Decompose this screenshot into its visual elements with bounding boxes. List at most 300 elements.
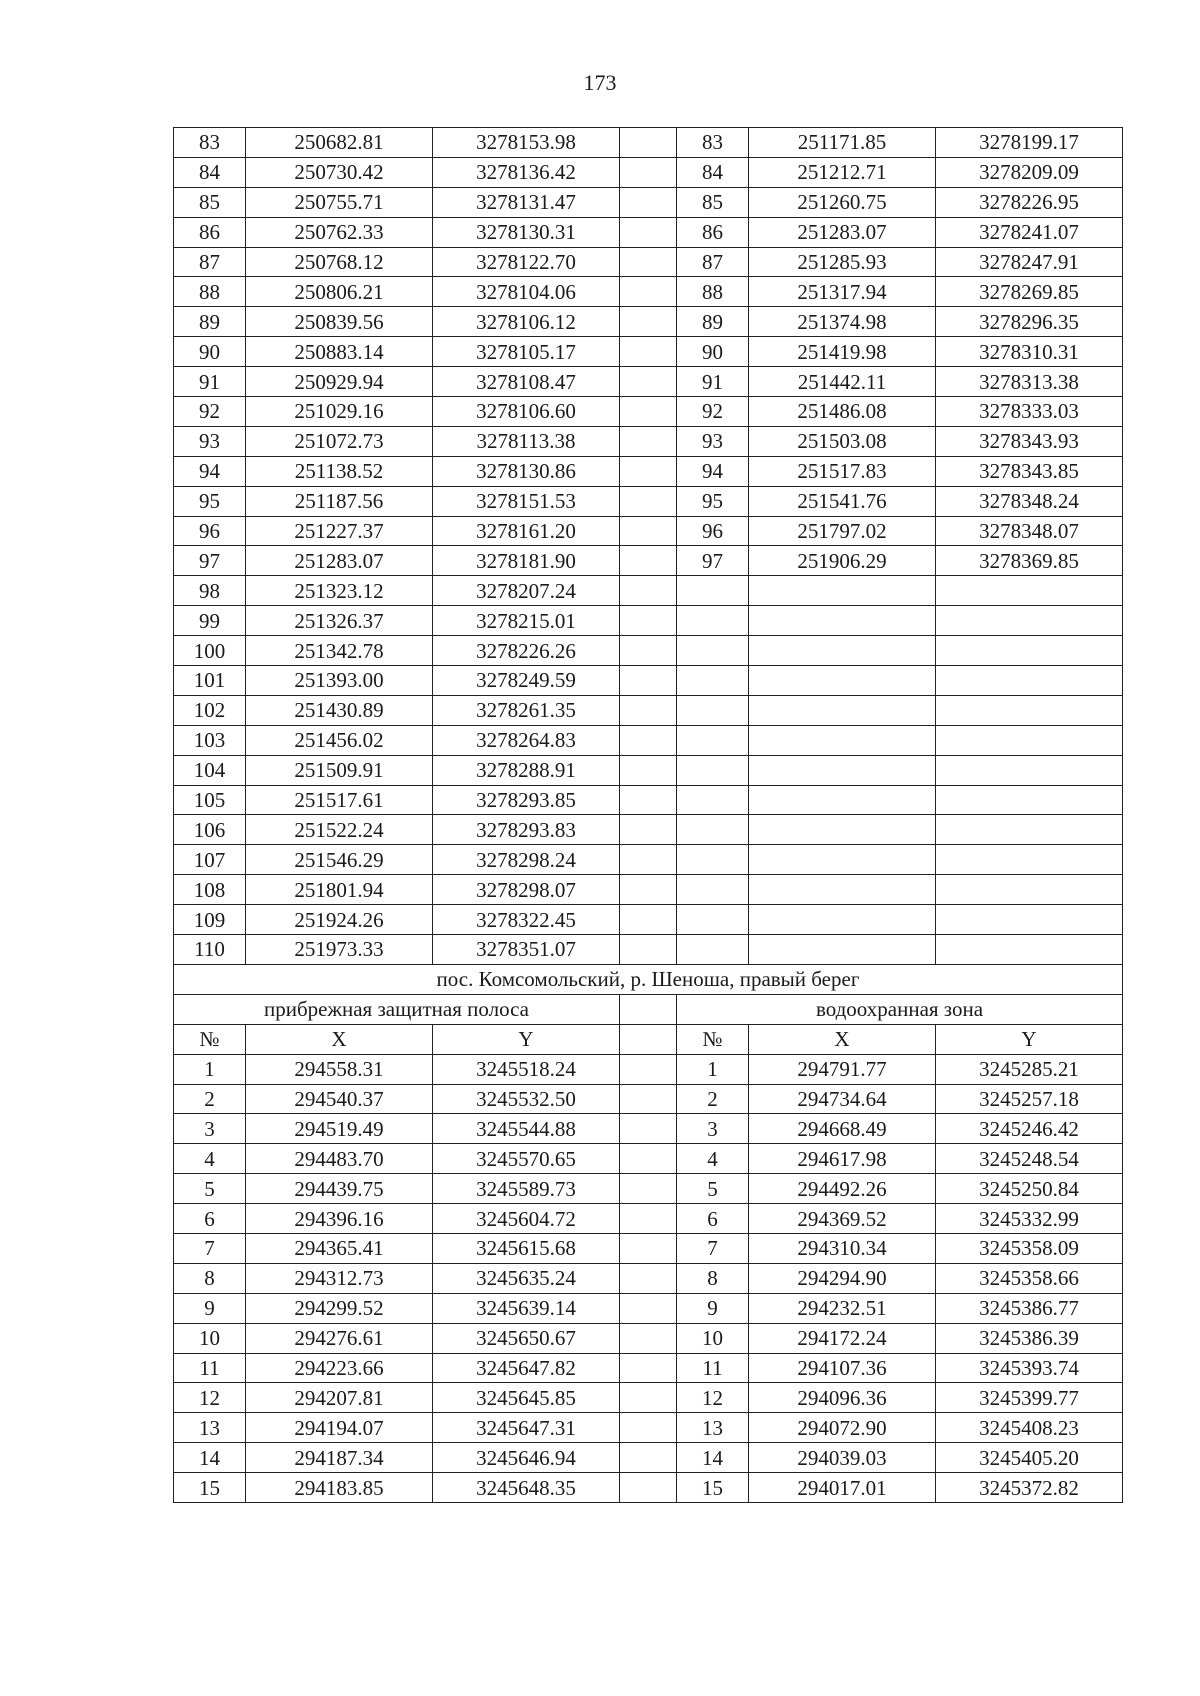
right-x-coordinate: 294294.90 [749, 1263, 936, 1293]
left-point-number: 8 [174, 1263, 246, 1293]
table-row [174, 1443, 1123, 1473]
right-point-number: 97 [677, 546, 749, 576]
table-row [174, 725, 1123, 755]
right-x-coordinate: 294668.49 [749, 1114, 936, 1144]
left-x-coordinate: 250682.81 [246, 128, 433, 158]
left-x-coordinate: 251029.16 [246, 397, 433, 427]
left-point-number: 96 [174, 516, 246, 546]
left-point-number: 15 [174, 1473, 246, 1503]
left-y-coordinate: 3278288.91 [433, 755, 620, 785]
left-point-number: 103 [174, 725, 246, 755]
header-y: Y [936, 1024, 1123, 1054]
left-x-coordinate: 294483.70 [246, 1144, 433, 1174]
right-y-coordinate: 3245332.99 [936, 1204, 1123, 1234]
left-point-number: 108 [174, 875, 246, 905]
left-point-number: 6 [174, 1204, 246, 1234]
right-x-coordinate: 294039.03 [749, 1443, 936, 1473]
right-point-number [677, 935, 749, 965]
right-point-number [677, 636, 749, 666]
right-point-number [677, 576, 749, 606]
right-point-number: 84 [677, 157, 749, 187]
left-x-coordinate: 294558.31 [246, 1054, 433, 1084]
right-y-coordinate [936, 905, 1123, 935]
left-x-coordinate: 251456.02 [246, 725, 433, 755]
right-point-number: 2 [677, 1084, 749, 1114]
gap-cell [620, 845, 677, 875]
table-row [174, 1263, 1123, 1293]
table-row [174, 337, 1123, 367]
right-x-coordinate [749, 875, 936, 905]
gap-cell [620, 247, 677, 277]
gap-cell [620, 1263, 677, 1293]
left-point-number: 91 [174, 367, 246, 397]
right-point-number: 86 [677, 217, 749, 247]
left-y-coordinate: 3278104.06 [433, 277, 620, 307]
left-y-coordinate: 3245645.85 [433, 1383, 620, 1413]
left-point-number: 83 [174, 128, 246, 158]
left-y-coordinate: 3278264.83 [433, 725, 620, 755]
table-row [174, 636, 1123, 666]
right-x-coordinate: 294096.36 [749, 1383, 936, 1413]
gap-cell [620, 1144, 677, 1174]
left-point-number: 14 [174, 1443, 246, 1473]
gap-cell [620, 187, 677, 217]
left-x-coordinate: 251326.37 [246, 606, 433, 636]
right-x-coordinate: 294791.77 [749, 1054, 936, 1084]
right-y-coordinate [936, 666, 1123, 696]
right-y-coordinate: 3278269.85 [936, 277, 1123, 307]
right-y-coordinate: 3278247.91 [936, 247, 1123, 277]
right-point-number [677, 845, 749, 875]
right-y-coordinate: 3278348.24 [936, 486, 1123, 516]
left-caption: прибрежная защитная полоса [174, 994, 620, 1024]
right-y-coordinate: 3245399.77 [936, 1383, 1123, 1413]
right-x-coordinate [749, 935, 936, 965]
left-y-coordinate: 3245589.73 [433, 1174, 620, 1204]
table-row [174, 905, 1123, 935]
left-point-number: 89 [174, 307, 246, 337]
left-y-coordinate: 3278249.59 [433, 666, 620, 696]
gap-cell [620, 337, 677, 367]
gap-cell [620, 1114, 677, 1144]
gap-cell [620, 157, 677, 187]
table-row [174, 1054, 1123, 1084]
left-x-coordinate: 294276.61 [246, 1323, 433, 1353]
left-point-number: 87 [174, 247, 246, 277]
left-point-number: 7 [174, 1233, 246, 1263]
table-row [174, 367, 1123, 397]
right-x-coordinate: 251285.93 [749, 247, 936, 277]
right-y-coordinate: 3278226.95 [936, 187, 1123, 217]
right-point-number: 14 [677, 1443, 749, 1473]
table-row [174, 1114, 1123, 1144]
left-y-coordinate: 3278136.42 [433, 157, 620, 187]
table-row [174, 486, 1123, 516]
left-point-number: 102 [174, 695, 246, 725]
right-x-coordinate: 251541.76 [749, 486, 936, 516]
right-x-coordinate: 294310.34 [749, 1233, 936, 1263]
left-y-coordinate: 3245648.35 [433, 1473, 620, 1503]
left-point-number: 94 [174, 456, 246, 486]
header-x: X [749, 1024, 936, 1054]
left-point-number: 107 [174, 845, 246, 875]
table-row [174, 1084, 1123, 1114]
right-point-number: 91 [677, 367, 749, 397]
right-point-number [677, 875, 749, 905]
gap-cell [620, 1443, 677, 1473]
right-point-number: 93 [677, 426, 749, 456]
gap-cell [620, 1174, 677, 1204]
table-row [174, 247, 1123, 277]
right-x-coordinate: 294734.64 [749, 1084, 936, 1114]
right-point-number: 94 [677, 456, 749, 486]
left-x-coordinate: 251393.00 [246, 666, 433, 696]
gap-cell [620, 636, 677, 666]
gap-cell [620, 1383, 677, 1413]
gap-cell [620, 217, 677, 247]
table-row [174, 128, 1123, 158]
left-x-coordinate: 250768.12 [246, 247, 433, 277]
right-y-coordinate: 3278313.38 [936, 367, 1123, 397]
left-y-coordinate: 3278151.53 [433, 486, 620, 516]
right-point-number [677, 666, 749, 696]
right-x-coordinate [749, 725, 936, 755]
left-y-coordinate: 3278131.47 [433, 187, 620, 217]
table-row [174, 516, 1123, 546]
left-x-coordinate: 251187.56 [246, 486, 433, 516]
right-y-coordinate: 3245358.66 [936, 1263, 1123, 1293]
right-y-coordinate [936, 755, 1123, 785]
right-point-number: 7 [677, 1233, 749, 1263]
left-point-number: 90 [174, 337, 246, 367]
gap-cell [620, 1054, 677, 1084]
right-y-coordinate [936, 576, 1123, 606]
left-x-coordinate: 294187.34 [246, 1443, 433, 1473]
left-y-coordinate: 3278106.60 [433, 397, 620, 427]
left-x-coordinate: 250755.71 [246, 187, 433, 217]
gap-cell [620, 1084, 677, 1114]
right-caption: водоохранная зона [677, 994, 1123, 1024]
column-header-row [174, 1024, 1123, 1054]
right-y-coordinate: 3245405.20 [936, 1443, 1123, 1473]
left-point-number: 92 [174, 397, 246, 427]
right-point-number: 83 [677, 128, 749, 158]
left-y-coordinate: 3278130.31 [433, 217, 620, 247]
left-y-coordinate: 3245646.94 [433, 1443, 620, 1473]
gap-cell [620, 935, 677, 965]
right-point-number: 88 [677, 277, 749, 307]
left-point-number: 4 [174, 1144, 246, 1174]
gap-cell [620, 785, 677, 815]
left-y-coordinate: 3245647.82 [433, 1353, 620, 1383]
right-y-coordinate: 3278296.35 [936, 307, 1123, 337]
right-point-number: 87 [677, 247, 749, 277]
left-x-coordinate: 294183.85 [246, 1473, 433, 1503]
gap-cell [620, 1233, 677, 1263]
right-point-number: 15 [677, 1473, 749, 1503]
right-point-number: 9 [677, 1293, 749, 1323]
left-point-number: 11 [174, 1353, 246, 1383]
gap-cell [620, 755, 677, 785]
table-row [174, 1353, 1123, 1383]
gap-cell [620, 576, 677, 606]
right-x-coordinate: 251171.85 [749, 128, 936, 158]
section1-body [174, 128, 1123, 965]
left-y-coordinate: 3278293.83 [433, 815, 620, 845]
right-x-coordinate [749, 636, 936, 666]
left-point-number: 101 [174, 666, 246, 696]
right-point-number: 12 [677, 1383, 749, 1413]
table-row [174, 755, 1123, 785]
gap-cell [620, 695, 677, 725]
right-y-coordinate: 3245408.23 [936, 1413, 1123, 1443]
left-point-number: 109 [174, 905, 246, 935]
gap-cell [620, 367, 677, 397]
caption-row [174, 994, 1123, 1024]
right-point-number: 89 [677, 307, 749, 337]
left-x-coordinate: 250730.42 [246, 157, 433, 187]
right-point-number: 96 [677, 516, 749, 546]
gap-cell [620, 1323, 677, 1353]
right-x-coordinate: 294017.01 [749, 1473, 936, 1503]
left-y-coordinate: 3245647.31 [433, 1413, 620, 1443]
header-y: Y [433, 1024, 620, 1054]
right-y-coordinate: 3245372.82 [936, 1473, 1123, 1503]
left-y-coordinate: 3278113.38 [433, 426, 620, 456]
right-x-coordinate: 251486.08 [749, 397, 936, 427]
left-x-coordinate: 294223.66 [246, 1353, 433, 1383]
table-row [174, 1174, 1123, 1204]
left-x-coordinate: 251342.78 [246, 636, 433, 666]
left-point-number: 5 [174, 1174, 246, 1204]
right-x-coordinate: 251317.94 [749, 277, 936, 307]
left-y-coordinate: 3245570.65 [433, 1144, 620, 1174]
left-x-coordinate: 251517.61 [246, 785, 433, 815]
left-y-coordinate: 3245639.14 [433, 1293, 620, 1323]
gap-cell [620, 1353, 677, 1383]
left-x-coordinate: 294312.73 [246, 1263, 433, 1293]
left-x-coordinate: 251323.12 [246, 576, 433, 606]
right-x-coordinate: 251906.29 [749, 546, 936, 576]
left-point-number: 93 [174, 426, 246, 456]
right-point-number: 11 [677, 1353, 749, 1383]
right-y-coordinate: 3245393.74 [936, 1353, 1123, 1383]
left-y-coordinate: 3278181.90 [433, 546, 620, 576]
right-x-coordinate: 294369.52 [749, 1204, 936, 1234]
left-point-number: 98 [174, 576, 246, 606]
gap-cell [620, 905, 677, 935]
right-x-coordinate [749, 606, 936, 636]
table-row [174, 217, 1123, 247]
section-title-row [174, 964, 1123, 994]
left-y-coordinate: 3278322.45 [433, 905, 620, 935]
right-y-coordinate: 3278343.93 [936, 426, 1123, 456]
section2-header [174, 964, 1123, 1054]
table-row [174, 1233, 1123, 1263]
right-point-number: 3 [677, 1114, 749, 1144]
table-row [174, 397, 1123, 427]
left-x-coordinate: 251522.24 [246, 815, 433, 845]
left-point-number: 97 [174, 546, 246, 576]
right-y-coordinate: 3278310.31 [936, 337, 1123, 367]
right-y-coordinate [936, 875, 1123, 905]
left-x-coordinate: 251227.37 [246, 516, 433, 546]
right-point-number: 6 [677, 1204, 749, 1234]
right-y-coordinate [936, 725, 1123, 755]
right-x-coordinate [749, 666, 936, 696]
left-y-coordinate: 3278106.12 [433, 307, 620, 337]
table-row [174, 1293, 1123, 1323]
right-point-number: 8 [677, 1263, 749, 1293]
gap-cell [620, 815, 677, 845]
table-row [174, 606, 1123, 636]
left-y-coordinate: 3278207.24 [433, 576, 620, 606]
left-point-number: 100 [174, 636, 246, 666]
left-point-number: 85 [174, 187, 246, 217]
right-y-coordinate: 3245250.84 [936, 1174, 1123, 1204]
right-point-number [677, 905, 749, 935]
right-y-coordinate [936, 636, 1123, 666]
right-y-coordinate: 3245248.54 [936, 1144, 1123, 1174]
coordinates-table [173, 127, 1123, 1503]
right-y-coordinate: 3278199.17 [936, 128, 1123, 158]
right-y-coordinate: 3245257.18 [936, 1084, 1123, 1114]
table-row [174, 845, 1123, 875]
right-point-number: 95 [677, 486, 749, 516]
right-point-number: 5 [677, 1174, 749, 1204]
gap-cell [620, 994, 677, 1024]
gap-cell [620, 875, 677, 905]
left-x-coordinate: 251430.89 [246, 695, 433, 725]
right-x-coordinate [749, 785, 936, 815]
left-y-coordinate: 3245518.24 [433, 1054, 620, 1084]
right-x-coordinate [749, 815, 936, 845]
gap-cell [620, 128, 677, 158]
left-x-coordinate: 294540.37 [246, 1084, 433, 1114]
left-y-coordinate: 3245650.67 [433, 1323, 620, 1353]
gap-cell [620, 1473, 677, 1503]
left-y-coordinate: 3278351.07 [433, 935, 620, 965]
left-point-number: 110 [174, 935, 246, 965]
right-y-coordinate [936, 815, 1123, 845]
right-y-coordinate [936, 935, 1123, 965]
right-x-coordinate: 251212.71 [749, 157, 936, 187]
right-point-number [677, 695, 749, 725]
right-x-coordinate: 251419.98 [749, 337, 936, 367]
gap-cell [620, 1293, 677, 1323]
right-point-number: 1 [677, 1054, 749, 1084]
right-x-coordinate: 251260.75 [749, 187, 936, 217]
table-row [174, 875, 1123, 905]
left-x-coordinate: 250762.33 [246, 217, 433, 247]
gap-cell [620, 546, 677, 576]
gap-cell [620, 606, 677, 636]
right-x-coordinate: 251283.07 [749, 217, 936, 247]
right-x-coordinate [749, 576, 936, 606]
left-point-number: 106 [174, 815, 246, 845]
right-y-coordinate: 3278333.03 [936, 397, 1123, 427]
left-x-coordinate: 294365.41 [246, 1233, 433, 1263]
left-x-coordinate: 250929.94 [246, 367, 433, 397]
gap-cell [620, 1204, 677, 1234]
left-point-number: 99 [174, 606, 246, 636]
left-x-coordinate: 251138.52 [246, 456, 433, 486]
right-y-coordinate [936, 845, 1123, 875]
right-y-coordinate: 3245358.09 [936, 1233, 1123, 1263]
table-row [174, 157, 1123, 187]
right-y-coordinate [936, 785, 1123, 815]
left-y-coordinate: 3245544.88 [433, 1114, 620, 1144]
left-x-coordinate: 250806.21 [246, 277, 433, 307]
left-x-coordinate: 251924.26 [246, 905, 433, 935]
left-x-coordinate: 251973.33 [246, 935, 433, 965]
left-x-coordinate: 250883.14 [246, 337, 433, 367]
left-y-coordinate: 3278298.24 [433, 845, 620, 875]
table-row [174, 1473, 1123, 1503]
left-point-number: 86 [174, 217, 246, 247]
right-y-coordinate: 3245246.42 [936, 1114, 1123, 1144]
table-row [174, 1144, 1123, 1174]
left-y-coordinate: 3245615.68 [433, 1233, 620, 1263]
table-row [174, 426, 1123, 456]
right-y-coordinate: 3278209.09 [936, 157, 1123, 187]
right-point-number [677, 755, 749, 785]
right-point-number: 4 [677, 1144, 749, 1174]
right-point-number [677, 725, 749, 755]
left-point-number: 10 [174, 1323, 246, 1353]
right-x-coordinate: 251503.08 [749, 426, 936, 456]
right-point-number [677, 606, 749, 636]
left-y-coordinate: 3278105.17 [433, 337, 620, 367]
left-y-coordinate: 3278226.26 [433, 636, 620, 666]
table-row [174, 695, 1123, 725]
left-point-number: 12 [174, 1383, 246, 1413]
left-y-coordinate: 3278108.47 [433, 367, 620, 397]
left-y-coordinate: 3278153.98 [433, 128, 620, 158]
left-y-coordinate: 3278298.07 [433, 875, 620, 905]
left-x-coordinate: 250839.56 [246, 307, 433, 337]
right-point-number: 90 [677, 337, 749, 367]
left-point-number: 1 [174, 1054, 246, 1084]
left-y-coordinate: 3278130.86 [433, 456, 620, 486]
gap-cell [620, 397, 677, 427]
right-y-coordinate: 3278343.85 [936, 456, 1123, 486]
table-row [174, 576, 1123, 606]
gap-cell [620, 277, 677, 307]
right-point-number [677, 815, 749, 845]
gap-cell [620, 1413, 677, 1443]
gap-cell [620, 307, 677, 337]
right-x-coordinate: 294107.36 [749, 1353, 936, 1383]
table-row [174, 1383, 1123, 1413]
left-point-number: 95 [174, 486, 246, 516]
right-y-coordinate: 3278348.07 [936, 516, 1123, 546]
left-y-coordinate: 3278161.20 [433, 516, 620, 546]
section2-body [174, 1054, 1123, 1502]
header-number: № [174, 1024, 246, 1054]
left-point-number: 105 [174, 785, 246, 815]
right-y-coordinate: 3245386.39 [936, 1323, 1123, 1353]
right-y-coordinate: 3245285.21 [936, 1054, 1123, 1084]
table-row [174, 1204, 1123, 1234]
left-point-number: 13 [174, 1413, 246, 1443]
right-y-coordinate: 3278369.85 [936, 546, 1123, 576]
right-point-number: 10 [677, 1323, 749, 1353]
gap-cell [620, 666, 677, 696]
right-x-coordinate: 251374.98 [749, 307, 936, 337]
right-point-number: 85 [677, 187, 749, 217]
right-y-coordinate [936, 606, 1123, 636]
